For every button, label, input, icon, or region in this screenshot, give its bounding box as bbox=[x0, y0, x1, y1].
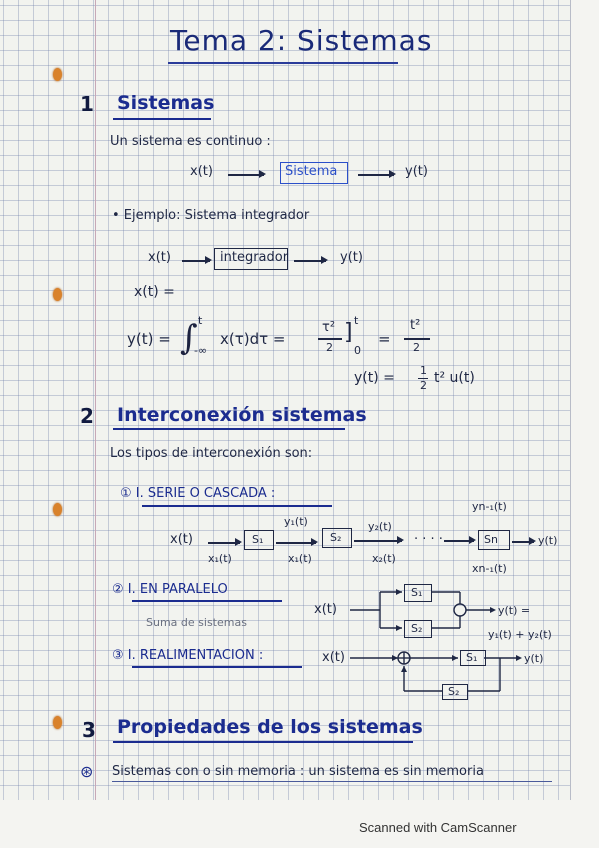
serie-x1-label: x₁(t) bbox=[208, 552, 232, 565]
eval-bracket: ] bbox=[344, 320, 353, 345]
realim-output-label: y(t) bbox=[524, 652, 544, 665]
equals-sign: = bbox=[378, 330, 391, 348]
integral-body: x(τ)dτ = bbox=[220, 330, 286, 348]
serie-input-label: x(t) bbox=[170, 532, 193, 547]
serie-y2-label: y₂(t) bbox=[368, 520, 392, 533]
serie-dots: · · · · bbox=[414, 532, 443, 547]
paralelo-s2-label: S₂ bbox=[411, 622, 423, 635]
serie-output-label: y(t) bbox=[538, 534, 558, 547]
section-number: 2 bbox=[80, 404, 94, 428]
intro-text: Los tipos de interconexión son: bbox=[110, 446, 313, 461]
eval-upper: t bbox=[354, 314, 359, 327]
result-denominator: 2 bbox=[420, 379, 427, 392]
result-lhs: y(t) = bbox=[354, 370, 395, 386]
intro-text: Un sistema es continuo : bbox=[110, 134, 271, 149]
page-title: Tema 2: Sistemas bbox=[170, 24, 433, 57]
serie-s2-label: S₂ bbox=[330, 531, 342, 544]
serie-xn1-label: xn-₁(t) bbox=[472, 562, 507, 575]
section-number: 3 bbox=[82, 718, 96, 742]
serie-y1-label: y₁(t) bbox=[284, 515, 308, 528]
integral-lower-limit: -∞ bbox=[194, 344, 208, 357]
paralelo-label: ② I. EN PARALELO bbox=[112, 582, 228, 597]
section-title: Sistemas bbox=[117, 92, 215, 114]
paralelo-sum-label: y₁(t) + y₂(t) bbox=[488, 628, 552, 641]
serie-yn1-label: yn-₁(t) bbox=[472, 500, 507, 513]
integral-upper-limit: t bbox=[198, 314, 203, 327]
paralelo-input-label: x(t) bbox=[314, 602, 337, 617]
serie-sn-label: Sn bbox=[484, 533, 498, 546]
realim-s2-label: S₂ bbox=[448, 685, 460, 698]
tau-denominator: 2 bbox=[326, 341, 333, 354]
example-label: • Ejemplo: Sistema integrador bbox=[112, 208, 310, 223]
scanner-watermark: Scanned with CamScanner bbox=[359, 820, 517, 835]
example-input-label: x(t) bbox=[148, 250, 171, 265]
integrator-block-label: integrador bbox=[220, 250, 289, 265]
t-numerator: t² bbox=[410, 318, 421, 333]
section-title: Interconexión sistemas bbox=[117, 404, 367, 426]
property-item: Sistemas con o sin memoria : un sistema es sin memoria bbox=[112, 764, 484, 779]
system-block-label: Sistema bbox=[285, 164, 338, 179]
paralelo-s1-label: S₁ bbox=[411, 586, 423, 599]
realim-label: ③ I. REALIMENTACION : bbox=[112, 648, 264, 663]
result-rhs: t² u(t) bbox=[434, 370, 475, 386]
t-denominator: 2 bbox=[413, 341, 420, 354]
serie-x2-label: x₂(t) bbox=[372, 552, 396, 565]
asterisk-bullet-icon: ⊛ bbox=[80, 762, 94, 781]
section-title: Propiedades de los sistemas bbox=[117, 716, 423, 738]
realim-input-label: x(t) bbox=[322, 650, 345, 665]
system-input-label: x(t) bbox=[190, 164, 213, 179]
example-output-label: y(t) bbox=[340, 250, 363, 265]
system-output-label: y(t) bbox=[405, 164, 428, 179]
paralelo-output-label: y(t) = bbox=[498, 604, 531, 617]
result-numerator: 1 bbox=[420, 364, 427, 377]
realim-s1-label: S₁ bbox=[466, 651, 478, 664]
tau-numerator: τ² bbox=[322, 320, 336, 335]
eval-lower: 0 bbox=[354, 344, 361, 357]
serie-s1-label: S₁ bbox=[252, 533, 264, 546]
section-number: 1 bbox=[80, 92, 94, 116]
integral-lhs: y(t) = bbox=[127, 330, 171, 348]
paralelo-subtitle: Suma de sistemas bbox=[146, 616, 247, 629]
integral-sign-icon: ∫ bbox=[180, 318, 198, 358]
serie-x1b-label: x₁(t) bbox=[288, 552, 312, 565]
serie-label: ① I. SERIE O CASCADA : bbox=[120, 486, 276, 501]
xt-equation: x(t) = bbox=[134, 284, 175, 300]
